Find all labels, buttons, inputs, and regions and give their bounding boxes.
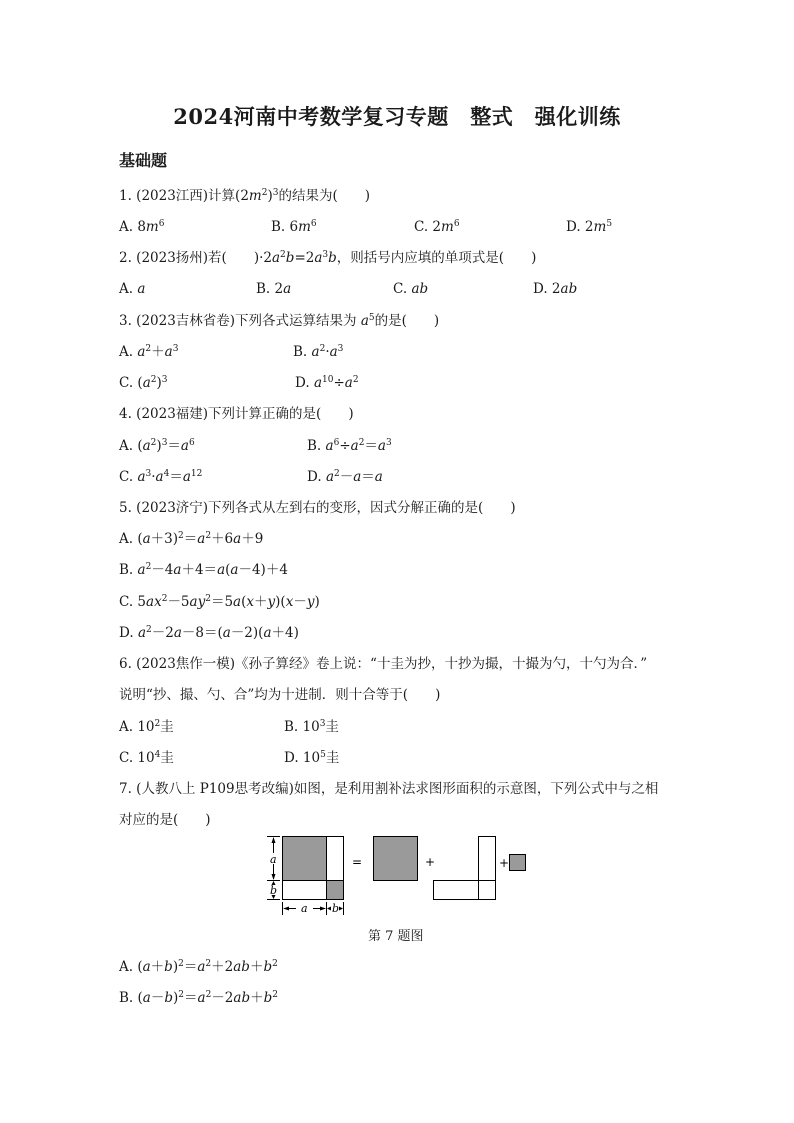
question-6-stem-line-1: 6. (2023焦作一模)《孙子算经》卷上说：“十圭为抄，十抄为撮，十撮为勺，十勺为合．” <box>119 656 648 672</box>
q3-option-c[interactable]: C. $(a^2)^3$ <box>119 375 168 391</box>
q3-option-d[interactable]: D. $a^{10}\div a^2$ <box>295 375 359 391</box>
q6-option-c[interactable]: C. $10^4$圭 <box>119 750 174 766</box>
question-4-stem: 4. (2023福建)下列计算正确的是( ) <box>119 406 354 422</box>
q4-option-b[interactable]: B. $a^6\div a^2=a^3$ <box>307 438 392 454</box>
section-heading: 基础题 <box>119 151 168 170</box>
fig-plus-sign-1: + <box>425 855 436 869</box>
q2-option-a[interactable]: A. a <box>119 281 146 297</box>
fig-label-b-left: b <box>270 884 278 897</box>
q1-option-b[interactable]: B. $6m^6$ <box>271 219 317 235</box>
fig-label-a-left: a <box>270 853 277 866</box>
q1-option-a[interactable]: A. $8m^6$ <box>119 219 165 235</box>
fig-plus-sign-2: + <box>499 856 510 870</box>
q1-option-c[interactable]: C. $2m^6$ <box>414 219 460 235</box>
q6-option-b[interactable]: B. $10^3$圭 <box>284 719 339 735</box>
q2-option-c[interactable]: C. ab <box>393 281 429 297</box>
q3-option-a[interactable]: A. $a^2+a^3$ <box>119 344 179 360</box>
q2-option-d[interactable]: D. 2ab <box>533 281 578 297</box>
fig-b-square <box>327 881 344 900</box>
fig-small-square <box>510 855 526 871</box>
fig-a-square <box>283 837 327 881</box>
q4-option-a[interactable]: A. $(a^2)^3=a^6$ <box>119 438 195 454</box>
page-title: 2024河南中考数学复习专题 整式 强化训练 <box>173 104 621 129</box>
question-6-stem-line-2: 说明“抄、撮、勺、合”均为十进制．则十合等于( ) <box>119 687 441 703</box>
question-1-stem: 1. (2023江西)计算$(2m^2)^3$的结果为( ) <box>119 188 371 204</box>
q7-option-b[interactable]: B. $(a-b)^2=a^2-2ab+b^2$ <box>119 990 278 1006</box>
question-3-stem: 3. (2023吉林省卷)下列各式运算结果为 $a^5$的是( ) <box>119 313 440 329</box>
fig-label-a-bottom: a <box>301 902 308 915</box>
q7-option-a[interactable]: A. $(a+b)^2=a^2+2ab+b^2$ <box>119 959 278 975</box>
question-2-stem: 2. (2023扬州)若( )$\cdot 2a^2b=2a^3b$，则括号内应填的单项式是( ) <box>119 250 537 266</box>
q3-option-b[interactable]: B. $a^2\cdot a^3$ <box>293 344 344 360</box>
fig-label-b-bottom: b <box>332 902 340 915</box>
q5-option-a[interactable]: A. $(a+3)^2=a^2+6a+9$ <box>119 531 264 547</box>
question-5-stem: 5. (2023济宁)下列各式从左到右的变形，因式分解正确的是( ) <box>119 500 516 516</box>
q2-option-b[interactable]: B. 2a <box>256 281 292 297</box>
q1-option-d[interactable]: D. $2m^5$ <box>566 219 613 235</box>
question-7-figure <box>262 832 534 918</box>
fig-equal-square <box>374 837 418 881</box>
q6-option-d[interactable]: D. $10^5$圭 <box>284 750 340 766</box>
q6-option-a[interactable]: A. $10^2$圭 <box>119 719 174 735</box>
q4-option-d[interactable]: D. $a^2-a=a$ <box>307 469 383 485</box>
q4-option-c[interactable]: C. $a^3\cdot a^4=a^{12}$ <box>119 469 203 485</box>
fig-equals-sign: = <box>352 855 363 869</box>
q5-option-c[interactable]: C. $5ax^2-5ay^2=5a(x+y)(x-y)$ <box>119 594 320 610</box>
q5-option-d[interactable]: D. $a^2-2a-8=(a-2)(a+4)$ <box>119 625 299 641</box>
question-7-stem-line-1: 7. (人教八上 P109思考改编)如图，是利用割补法求图形面积的示意图，下列公式中与之相 <box>119 781 659 797</box>
figure-7-caption: 第 7 题图 <box>368 929 424 944</box>
q5-option-b[interactable]: B. $a^2-4a+4=a(a-4)+4$ <box>119 562 288 578</box>
question-7-stem-line-2: 对应的是( ) <box>119 812 211 828</box>
